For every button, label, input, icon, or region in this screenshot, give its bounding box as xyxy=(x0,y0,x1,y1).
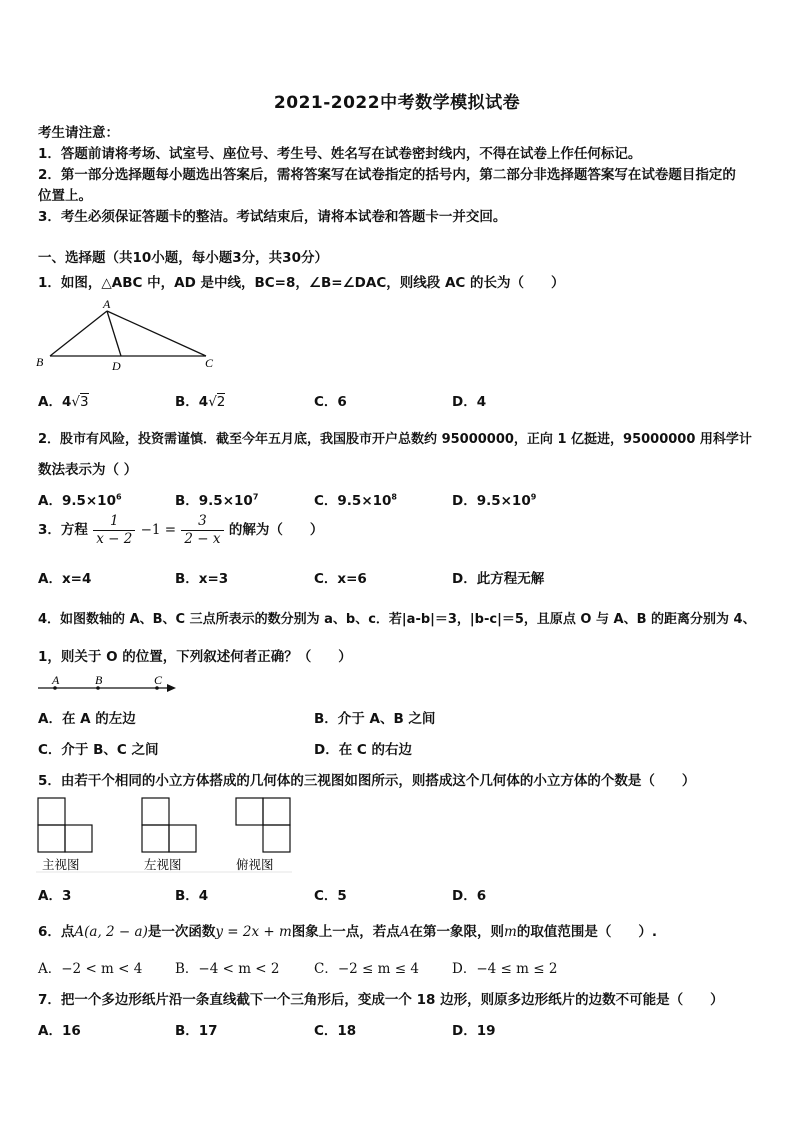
option-c: C．18 xyxy=(314,1023,357,1039)
math-var: A xyxy=(399,924,410,940)
option-a: A．在 A 的左边 xyxy=(38,711,136,727)
three-views-figure xyxy=(36,796,296,876)
notice-item: 位置上。 xyxy=(38,188,92,204)
equation-middle: −1 = xyxy=(140,522,177,538)
fraction xyxy=(181,513,223,548)
option-label: B．4 xyxy=(175,394,209,410)
numerator: 3 xyxy=(181,513,223,531)
option-d: D．−4 ≤ m ≤ 2 xyxy=(452,961,558,977)
option-b: B．−4 < m < 2 xyxy=(175,961,280,977)
left-view xyxy=(142,798,196,852)
option-c: C．介于 B、C 之间 xyxy=(38,742,159,758)
number-line-figure xyxy=(36,672,181,700)
option-d: D．19 xyxy=(452,1023,496,1039)
option-d xyxy=(452,489,536,509)
exponent: 6 xyxy=(115,492,122,502)
view-caption: 主视图 xyxy=(42,857,80,872)
question-prefix: 3．方程 xyxy=(38,522,88,538)
math-point: A(a, 2 − a) xyxy=(74,924,148,940)
notice-item: 1．答题前请将考场、试室号、座位号、考生号、姓名写在试卷密封线内，不得在试卷上作任何标记。 xyxy=(38,146,642,162)
sqrt-sign: √ xyxy=(71,394,80,410)
front-view xyxy=(38,798,92,852)
notice-item: 3．考生必须保证答题卡的整洁。考试结束后，请将本试卷和答题卡一并交回。 xyxy=(38,209,507,225)
option-label: A．9.5×10 xyxy=(38,493,116,509)
question-7-text: 7．把一个多边形纸片沿一条直线截下一个三角形后，变成一个 18 边形，则原多边形纸片的边数不可能是（ ） xyxy=(38,992,724,1008)
question-2-text-cont: 数法表示为（ ） xyxy=(38,462,138,478)
question-4-text-cont: 1，则关于 O 的位置，下列叙述何者正确？（ ） xyxy=(38,649,352,665)
math-function: y = 2x + m xyxy=(215,924,292,940)
radicand: 3 xyxy=(79,394,89,410)
option-d: D．4 xyxy=(452,394,487,410)
axis-label-a: A xyxy=(52,673,60,687)
option-a xyxy=(38,390,89,410)
option-label: C．9.5×10 xyxy=(314,493,392,509)
option-c: C．x=6 xyxy=(314,571,367,587)
denominator: x − 2 xyxy=(96,531,133,547)
question-text-part: 在第一象限，则 xyxy=(409,924,505,940)
option-d: D．6 xyxy=(452,888,487,904)
question-4-text: 4．如图数轴的 A、B、C 三点所表示的数分别为 a、b、c．若|a-b|＝3，|b-c|＝5，且原点 O 与 A、B 的距离分别为 4、 xyxy=(38,612,756,627)
option-c: C．6 xyxy=(314,394,347,410)
vertex-label-b: B xyxy=(36,355,44,369)
option-b xyxy=(175,390,225,410)
option-b: B．17 xyxy=(175,1023,218,1039)
option-b xyxy=(175,489,258,509)
page-title: 2021-2022中考数学模拟试卷 xyxy=(273,93,521,113)
option-d: D．在 C 的右边 xyxy=(314,742,413,758)
option-label: D．9.5×10 xyxy=(452,493,531,509)
top-view xyxy=(236,798,290,852)
question-6-text xyxy=(38,920,657,940)
view-caption: 左视图 xyxy=(144,857,182,872)
notice-item: 2．第一部分选择题每小题选出答案后，需将答案写在试卷指定的括号内，第二部分非选择题答案写在试卷题目指定的 xyxy=(38,167,736,183)
option-a: A．3 xyxy=(38,888,72,904)
view-caption: 俯视图 xyxy=(236,857,274,872)
question-2-text: 2．股市有风险，投资需谨慎．截至今年五月底，我国股市开户总数约 95000000，正向 1 亿挺进，95000000 用科学计 xyxy=(38,432,752,447)
option-b: B．4 xyxy=(175,888,209,904)
option-a xyxy=(38,489,122,509)
option-a: A．−2 < m < 4 xyxy=(38,961,143,977)
option-b: B．x=3 xyxy=(175,571,229,587)
option-c: C．−2 ≤ m ≤ 4 xyxy=(314,961,419,977)
option-b: B．介于 A、B 之间 xyxy=(314,711,436,727)
option-a: A．x=4 xyxy=(38,571,92,587)
question-suffix: 的解为（ ） xyxy=(228,522,324,538)
exponent: 9 xyxy=(530,492,537,502)
vertex-label-d: D xyxy=(112,359,121,373)
sqrt-sign: √ xyxy=(208,394,217,410)
exponent: 7 xyxy=(252,492,259,502)
triangle-figure xyxy=(36,298,226,373)
option-a: A．16 xyxy=(38,1023,81,1039)
numerator: 1 xyxy=(93,513,135,531)
axis-label-c: C xyxy=(154,673,163,687)
option-d: D．此方程无解 xyxy=(452,571,545,587)
arrow-icon xyxy=(167,684,176,692)
fraction xyxy=(93,513,135,548)
axis-label-b: B xyxy=(95,673,103,687)
question-prefix: 6．点 xyxy=(38,924,75,940)
question-text-part: 图象上一点，若点 xyxy=(291,924,400,940)
section-heading: 一、选择题（共10小题，每小题3分，共30分） xyxy=(38,250,328,266)
denominator: 2 − x xyxy=(184,531,221,547)
option-c: C．5 xyxy=(314,888,347,904)
option-c xyxy=(314,489,397,509)
vertex-label-a: A xyxy=(103,297,111,311)
option-label: B．9.5×10 xyxy=(175,493,253,509)
question-suffix: 的取值范围是（ ）. xyxy=(516,924,657,940)
exponent: 8 xyxy=(391,492,397,502)
notice-heading: 考生请注意： xyxy=(38,125,119,141)
option-label: A．4 xyxy=(38,394,72,410)
radicand: 2 xyxy=(216,394,226,410)
vertex-label-c: C xyxy=(205,356,214,370)
question-3-text xyxy=(38,513,323,548)
question-1-text: 1．如图，△ABC 中，AD 是中线，BC=8，∠B=∠DAC，则线段 AC 的长为（ ） xyxy=(38,275,565,291)
question-5-text: 5．由若干个相同的小立方体搭成的几何体的三视图如图所示，则搭成这个几何体的小立方体的个数是（ ） xyxy=(38,773,696,789)
question-text-part: 是一次函数 xyxy=(147,924,216,940)
math-var: m xyxy=(504,924,517,940)
